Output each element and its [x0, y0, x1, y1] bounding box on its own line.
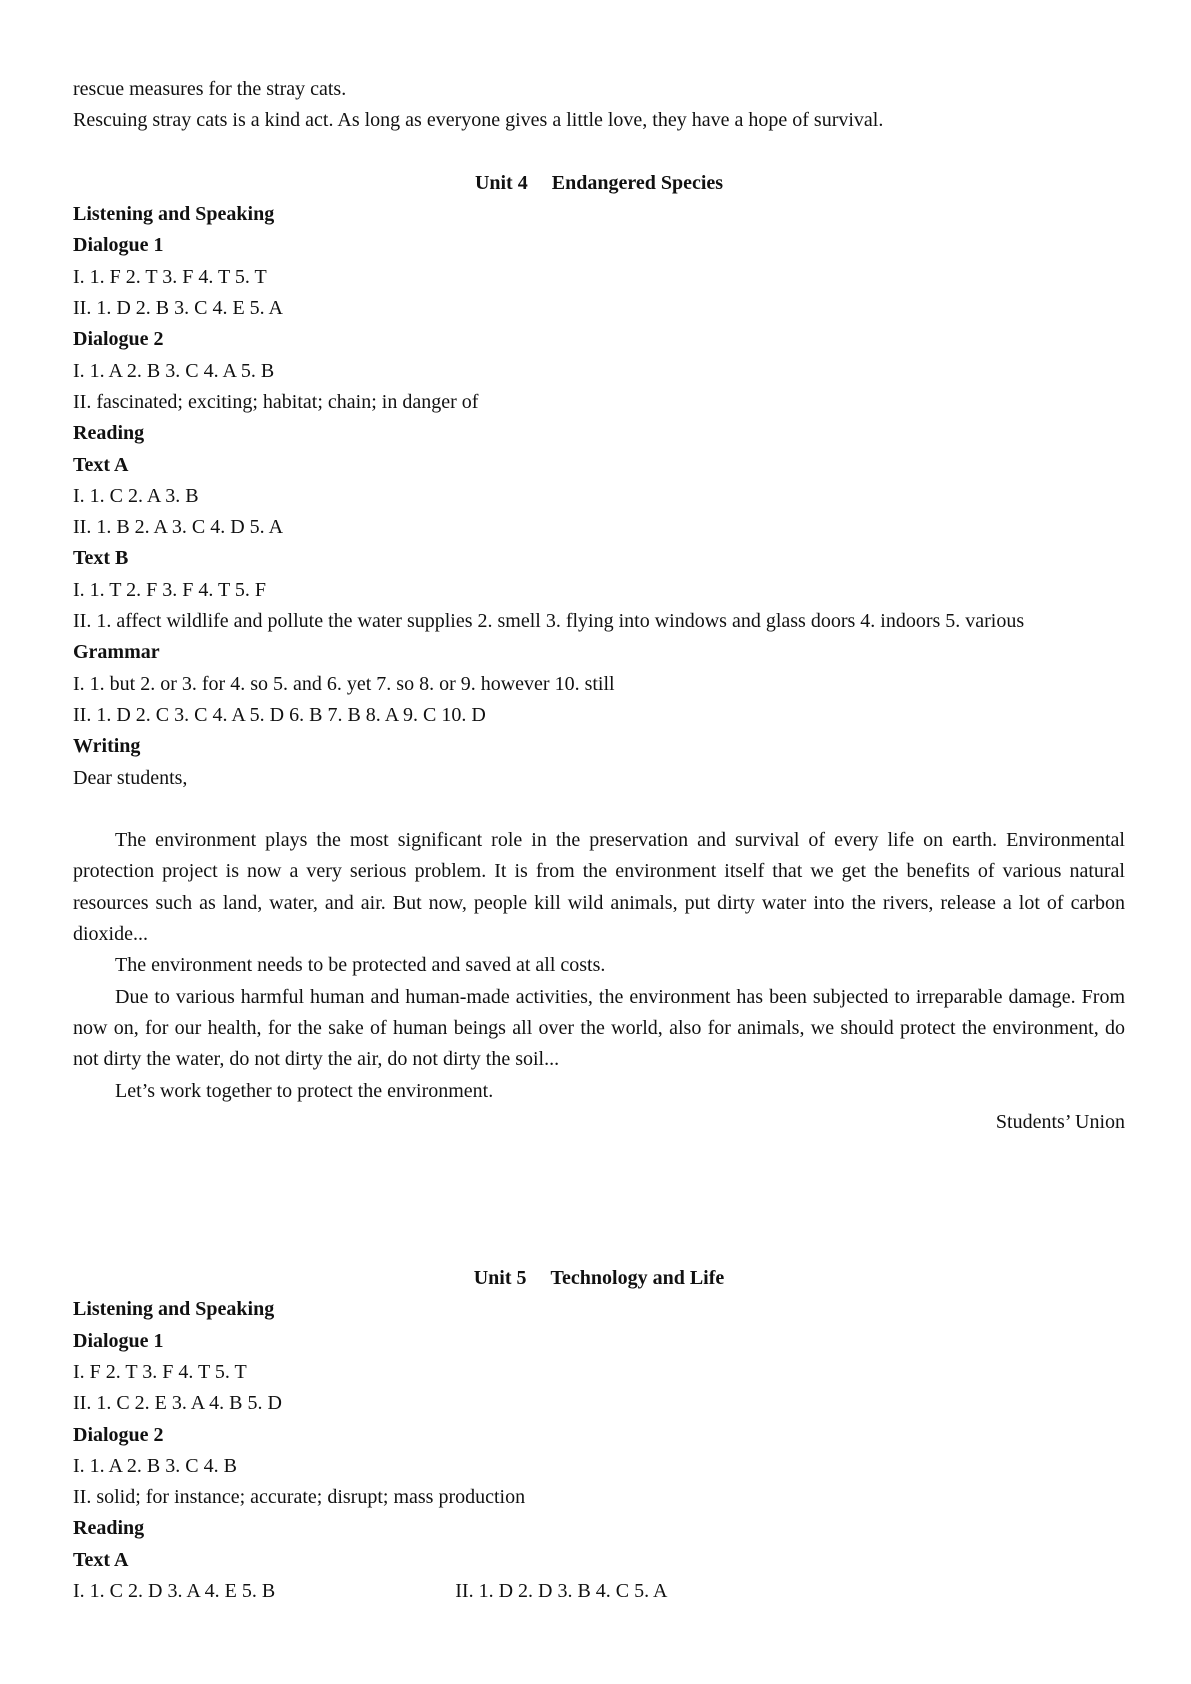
spacer [73, 794, 1125, 825]
subsection-heading: Dialogue 2 [73, 328, 164, 351]
answer-line: I. 1. A 2. B 3. C 4. A 5. B [73, 359, 275, 382]
answer-line: I. 1. F 2. T 3. F 4. T 5. T [73, 265, 267, 288]
letter-paragraph: The environment plays the most significant role in the preservation and survival of every life on earth. Environmental protection project is now a very serious problem. It is from the environment itself that we get the benefits of various natural resources such as land, water, and air. But now, people kill wild animals, put dirty water into the rivers, release a lot of carbon dioxide... [73, 829, 1125, 946]
answer-line: II. fascinated; exciting; habitat; chain; in danger of [73, 390, 479, 413]
unit-name: Technology and Life [550, 1267, 725, 1290]
spacer [73, 1138, 1125, 1263]
unit-4-title [73, 168, 1125, 199]
letter-signature: Students’ Union [995, 1110, 1125, 1133]
letter-paragraph: The environment needs to be protected and saved at all costs. [115, 954, 606, 977]
section-heading: Listening and Speaking [73, 1298, 275, 1321]
answer-line: II. solid; for instance; accurate; disrupt; mass production [73, 1486, 526, 1509]
answer-line: I. 1. C 2. A 3. B [73, 484, 199, 507]
answer-line: II. 1. B 2. A 3. C 4. D 5. A [73, 516, 284, 539]
letter-paragraph: Let’s work together to protect the environment. [115, 1079, 494, 1102]
subsection-heading: Text B [73, 547, 129, 570]
answer-line-pair [73, 1576, 1125, 1607]
subsection-heading: Dialogue 2 [73, 1423, 164, 1446]
section-heading: Writing [73, 735, 141, 758]
subsection-heading: Text A [73, 453, 129, 476]
section-heading: Listening and Speaking [73, 203, 275, 226]
answer-line: II. 1. affect wildlife and pollute the water supplies 2. smell 3. flying into windows and glass doors 4. indoors 5. various [73, 610, 1025, 633]
subsection-heading: Dialogue 1 [73, 1329, 164, 1352]
answer-line: I. 1. T 2. F 3. F 4. T 5. F [73, 578, 267, 601]
section-heading: Grammar [73, 641, 160, 664]
unit-number: Unit 5 [473, 1267, 527, 1290]
subsection-heading: Text A [73, 1548, 129, 1571]
unit-name: Endangered Species [551, 171, 724, 194]
answer-line: I. 1. but 2. or 3. for 4. so 5. and 6. yet 7. so 8. or 9. however 10. still [73, 672, 615, 695]
unit-number: Unit 4 [474, 171, 528, 194]
answer-key-page [73, 74, 1125, 1607]
answer-line: II. 1. D 2. D 3. B 4. C 5. A [455, 1580, 668, 1603]
letter-paragraph: Due to various harmful human and human-made activities, the environment has been subjected to irreparable damage. From now on, for our health, for the sake of human beings all over the world, also for animals, we should protect the environment, do not dirty the water, do not dirty the air, do not dirty the soil... [73, 985, 1125, 1071]
spacer [73, 137, 1125, 168]
text-line: rescue measures for the stray cats. [73, 78, 347, 100]
answer-line: I. 1. A 2. B 3. C 4. B [73, 1454, 237, 1477]
answer-line: I. 1. C 2. D 3. A 4. E 5. B [73, 1580, 276, 1603]
answer-line: I. F 2. T 3. F 4. T 5. T [73, 1360, 247, 1383]
section-heading: Reading [73, 422, 145, 445]
answer-line: II. 1. D 2. C 3. C 4. A 5. D 6. B 7. B 8. A 9. C 10. D [73, 703, 486, 726]
unit-5-title [73, 1263, 1125, 1294]
letter-salutation: Dear students, [73, 766, 188, 789]
text-line: Rescuing stray cats is a kind act. As long as everyone gives a little love, they have a hope of survival. [73, 109, 884, 132]
answer-line: II. 1. D 2. B 3. C 4. E 5. A [73, 297, 283, 320]
subsection-heading: Dialogue 1 [73, 234, 164, 257]
answer-line: II. 1. C 2. E 3. A 4. B 5. D [73, 1392, 282, 1415]
section-heading: Reading [73, 1517, 145, 1540]
